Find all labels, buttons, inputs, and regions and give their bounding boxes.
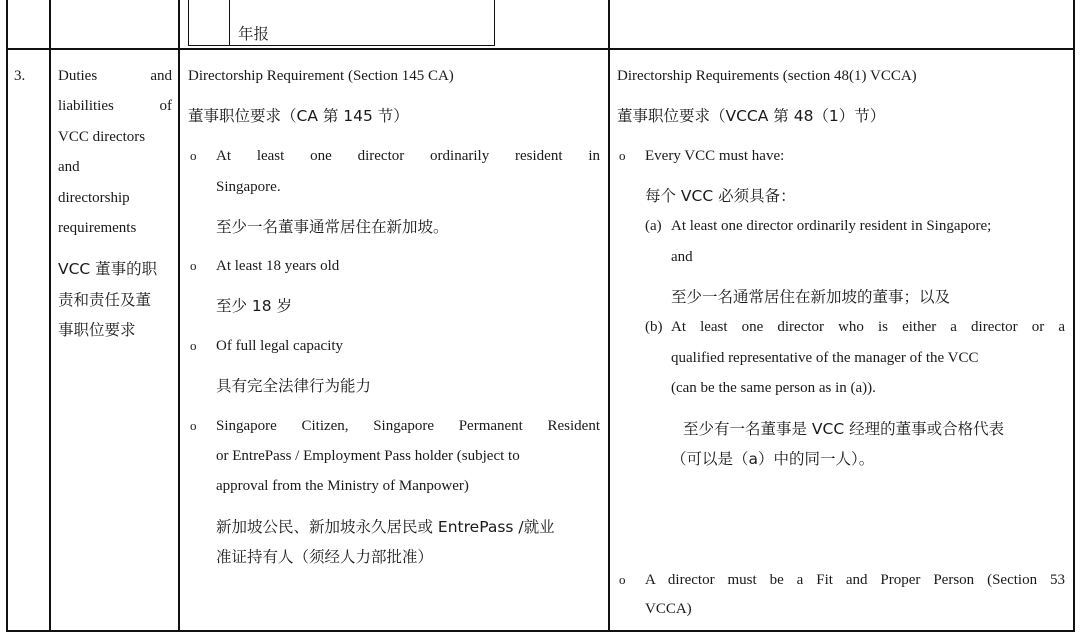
- vcca-heading-en: Directorship Requirements (section 48(1) VCCA): [617, 68, 917, 84]
- ca-item4-en-line-3: approval from the Ministry of Manpower): [216, 478, 469, 494]
- vcca-sub-a-en-line-1: At least one director ordinarily resident in Singapore;: [671, 218, 992, 234]
- annual-report-label: 年报: [238, 25, 270, 43]
- topic-en-line-3: VCC directors: [58, 129, 146, 145]
- vcca-last-en-line-2: VCCA): [645, 601, 692, 617]
- ca-heading-en: Directorship Requirement (Section 145 CA): [188, 68, 454, 84]
- nested-cell-right: [494, 0, 495, 46]
- ca-item3-en: Of full legal capacity: [216, 338, 344, 354]
- vcca-sub-b-en-line-2: qualified representative of the manager of the VCC: [671, 350, 979, 366]
- topic-zh-line-2: 责和责任及董: [58, 291, 152, 309]
- topic-zh-line-3: 事职位要求: [58, 321, 136, 339]
- ca-item1-zh: 至少一名董事通常居住在新加坡。: [216, 218, 449, 236]
- table-row-divider: [6, 48, 1075, 50]
- topic-en-line-2: liabilities of: [58, 98, 172, 114]
- ca-item4-zh-line-1: 新加坡公民、新加坡永久居民或 EntrePass /就业: [216, 518, 555, 536]
- ca-heading-zh: 董事职位要求（CA 第 145 节）: [188, 107, 409, 125]
- ca-bullet-3: o: [190, 338, 197, 353]
- ca-item2-zh: 至少 18 岁: [216, 297, 293, 315]
- vcca-sub-a-en-line-2: and: [671, 249, 693, 265]
- ca-bullet-2: o: [190, 258, 197, 273]
- ca-item4-zh-line-2: 准证持有人（须经人力部批准）: [216, 548, 434, 566]
- vcca-bullet-1: o: [619, 148, 626, 163]
- vcca-sub-a-label: (a): [645, 218, 662, 234]
- table-border-col2: [178, 0, 180, 632]
- vcca-intro-en: Every VCC must have:: [645, 148, 785, 164]
- nested-cell-bottom: [188, 45, 495, 46]
- table-border-col1: [49, 0, 51, 632]
- vcca-last-en-line-1: A director must be a Fit and Proper Person (Section 53: [645, 572, 1065, 588]
- topic-zh-line-1: VCC 董事的职: [58, 260, 158, 278]
- vcca-intro-zh: 每个 VCC 必须具备：: [645, 187, 796, 205]
- nested-cell-left: [188, 0, 189, 46]
- topic-en-line-1: Duties and: [58, 68, 172, 84]
- vcca-sub-b-zh-line-2: （可以是（a）中的同一人）。: [671, 450, 875, 468]
- table-border-col3: [608, 0, 610, 632]
- nested-cell-mid: [229, 0, 230, 46]
- row-number: 3.: [14, 68, 26, 84]
- ca-bullet-4: o: [190, 418, 197, 433]
- table-border-left: [6, 0, 8, 632]
- vcca-heading-zh: 董事职位要求（VCCA 第 48（1）节）: [617, 107, 886, 125]
- table-border-bottom: [6, 630, 1075, 632]
- table-border-right: [1073, 0, 1075, 632]
- ca-item3-zh: 具有完全法律行为能力: [216, 377, 372, 395]
- ca-item1-en-line-1: At least one director ordinarily resident in: [216, 148, 600, 164]
- vcca-sub-b-en-line-1: At least one director who is either a director or a: [671, 319, 1065, 335]
- vcca-bullet-2: o: [619, 572, 626, 587]
- ca-item1-en-line-2: Singapore.: [216, 179, 281, 195]
- topic-en-line-6: requirements: [58, 220, 137, 236]
- ca-item2-en: At least 18 years old: [216, 258, 340, 274]
- topic-en-line-4: and: [58, 159, 80, 175]
- vcca-sub-b-zh-line-1: 至少有一名董事是 VCC 经理的董事或合格代表: [683, 420, 1005, 438]
- vcca-sub-b-en-line-3: (can be the same person as in (a)).: [671, 380, 876, 396]
- ca-bullet-1: o: [190, 148, 197, 163]
- ca-item4-en-line-2: or EntrePass / Employment Pass holder (subject to: [216, 448, 520, 464]
- vcca-sub-a-zh: 至少一名通常居住在新加坡的董事；以及: [671, 288, 951, 306]
- ca-item4-en-line-1: Singapore Citizen, Singapore Permanent Resident: [216, 418, 600, 434]
- topic-en-line-5: directorship: [58, 190, 130, 206]
- vcca-sub-b-label: (b): [645, 319, 663, 335]
